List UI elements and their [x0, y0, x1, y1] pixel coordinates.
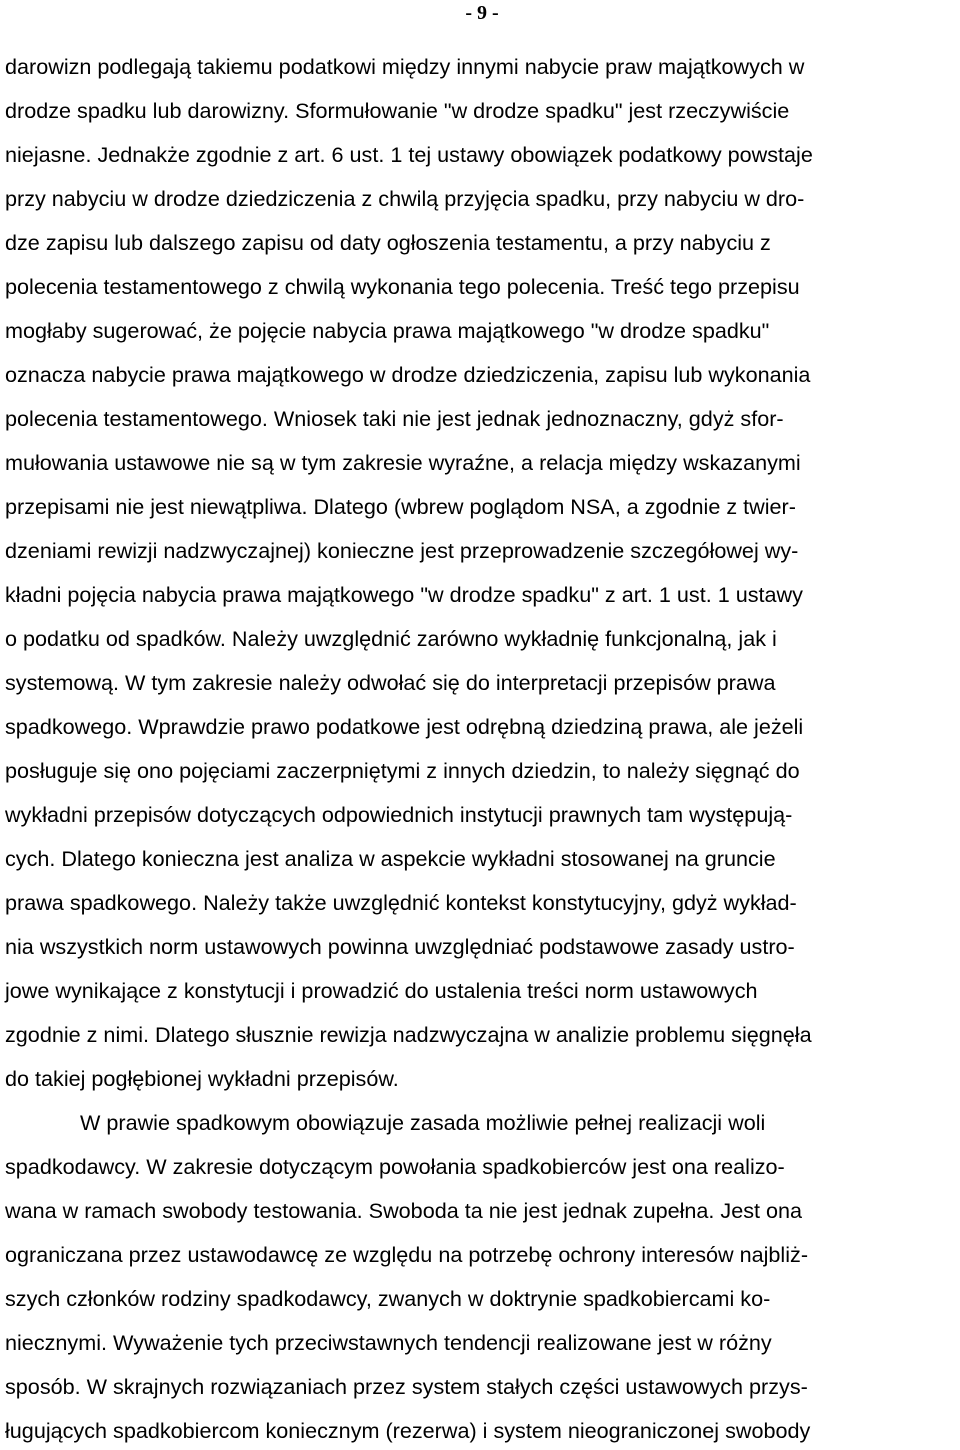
body-line-indented: W prawie spadkowym obowiązuje zasada możliwie pełnej realizacji woli	[80, 1110, 766, 1135]
body-line: kładni pojęcia nabycia prawa majątkowego "w drodze spadku" z art. 1 ust. 1 ustawy	[5, 582, 803, 607]
body-line: oznacza nabycie prawa majątkowego w drodze dziedziczenia, zapisu lub wykonania	[5, 362, 811, 387]
body-line: spadkowego. Wprawdzie prawo podatkowe jest odrębną dziedziną prawa, ale jeżeli	[5, 714, 804, 739]
body-line: dze zapisu lub dalszego zapisu od daty ogłoszenia testamentu, a przy nabyciu z	[5, 230, 771, 255]
body-line: jowe wynikające z konstytucji i prowadzić do ustalenia treści norm ustawowych	[5, 978, 758, 1003]
body-line: niecznymi. Wyważenie tych przeciwstawnych tendencji realizowane jest w różny	[5, 1330, 772, 1355]
body-line: posługuje się ono pojęciami zaczerpniętymi z innych dziedzin, to należy sięgnąć do	[5, 758, 800, 783]
body-line: szych członków rodziny spadkodawcy, zwanych w doktrynie spadkobiercami ko-	[5, 1286, 771, 1311]
body-line: o podatku od spadków. Należy uwzględnić zarówno wykładnię funkcjonalną, jak i	[5, 626, 777, 651]
body-line: mułowania ustawowe nie są w tym zakresie wyraźne, a relacja między wskazanymi	[5, 450, 801, 475]
body-line: dzeniami rewizji nadzwyczajnej) konieczne jest przeprowadzenie szczegółowej wy-	[5, 538, 799, 563]
body-line: przepisami nie jest niewątpliwa. Dlatego (wbrew poglądom NSA, a zgodnie z twier-	[5, 494, 796, 519]
body-line: drodze spadku lub darowizny. Sformułowanie "w drodze spadku" jest rzeczywiście	[5, 98, 790, 123]
body-line: mogłaby sugerować, że pojęcie nabycia prawa majątkowego "w drodze spadku"	[5, 318, 770, 343]
body-line: ługujących spadkobiercom koniecznym (rezerwa) i system nieograniczonej swobody	[5, 1418, 811, 1443]
body-line: do takiej pogłębionej wykładni przepisów.	[5, 1066, 399, 1091]
body-line: systemową. W tym zakresie należy odwołać się do interpretacji przepisów prawa	[5, 670, 776, 695]
page-number	[0, 0, 960, 26]
body-line: sposób. W skrajnych rozwiązaniach przez system stałych części ustawowych przys-	[5, 1374, 808, 1399]
body-line: zgodnie z nimi. Dlatego słusznie rewizja nadzwyczajna w analizie problemu sięgnęła	[5, 1022, 812, 1047]
body-line: cych. Dlatego konieczna jest analiza w aspekcie wykładni stosowanej na gruncie	[5, 846, 776, 871]
body-line: polecenia testamentowego. Wniosek taki nie jest jednak jednoznaczny, gdyż sfor-	[5, 406, 784, 431]
page-number-label: - 9 -	[465, 2, 499, 24]
body-line: przy nabyciu w drodze dziedziczenia z chwilą przyjęcia spadku, przy nabyciu w dro-	[5, 186, 805, 211]
body-line: nia wszystkich norm ustawowych powinna uwzględniać podstawowe zasady ustro-	[5, 934, 795, 959]
body-line: spadkodawcy. W zakresie dotyczącym powołania spadkobierców jest ona realizo-	[5, 1154, 785, 1179]
body-line: wykładni przepisów dotyczących odpowiednich instytucji prawnych tam występują-	[5, 802, 793, 827]
body-line: ograniczana przez ustawodawcę ze względu na potrzebę ochrony interesów najbliż-	[5, 1242, 809, 1267]
body-line: darowizn podlegają takiemu podatkowi między innymi nabycie praw majątkowych w	[5, 54, 805, 79]
body-line: wana w ramach swobody testowania. Swoboda ta nie jest jednak zupełna. Jest ona	[5, 1198, 803, 1223]
body-line: niejasne. Jednakże zgodnie z art. 6 ust. 1 tej ustawy obowiązek podatkowy powstaje	[5, 142, 813, 167]
body-line: polecenia testamentowego z chwilą wykonania tego polecenia. Treść tego przepisu	[5, 274, 800, 299]
body-line: prawa spadkowego. Należy także uwzględnić kontekst konstytucyjny, gdyż wykład-	[5, 890, 797, 915]
